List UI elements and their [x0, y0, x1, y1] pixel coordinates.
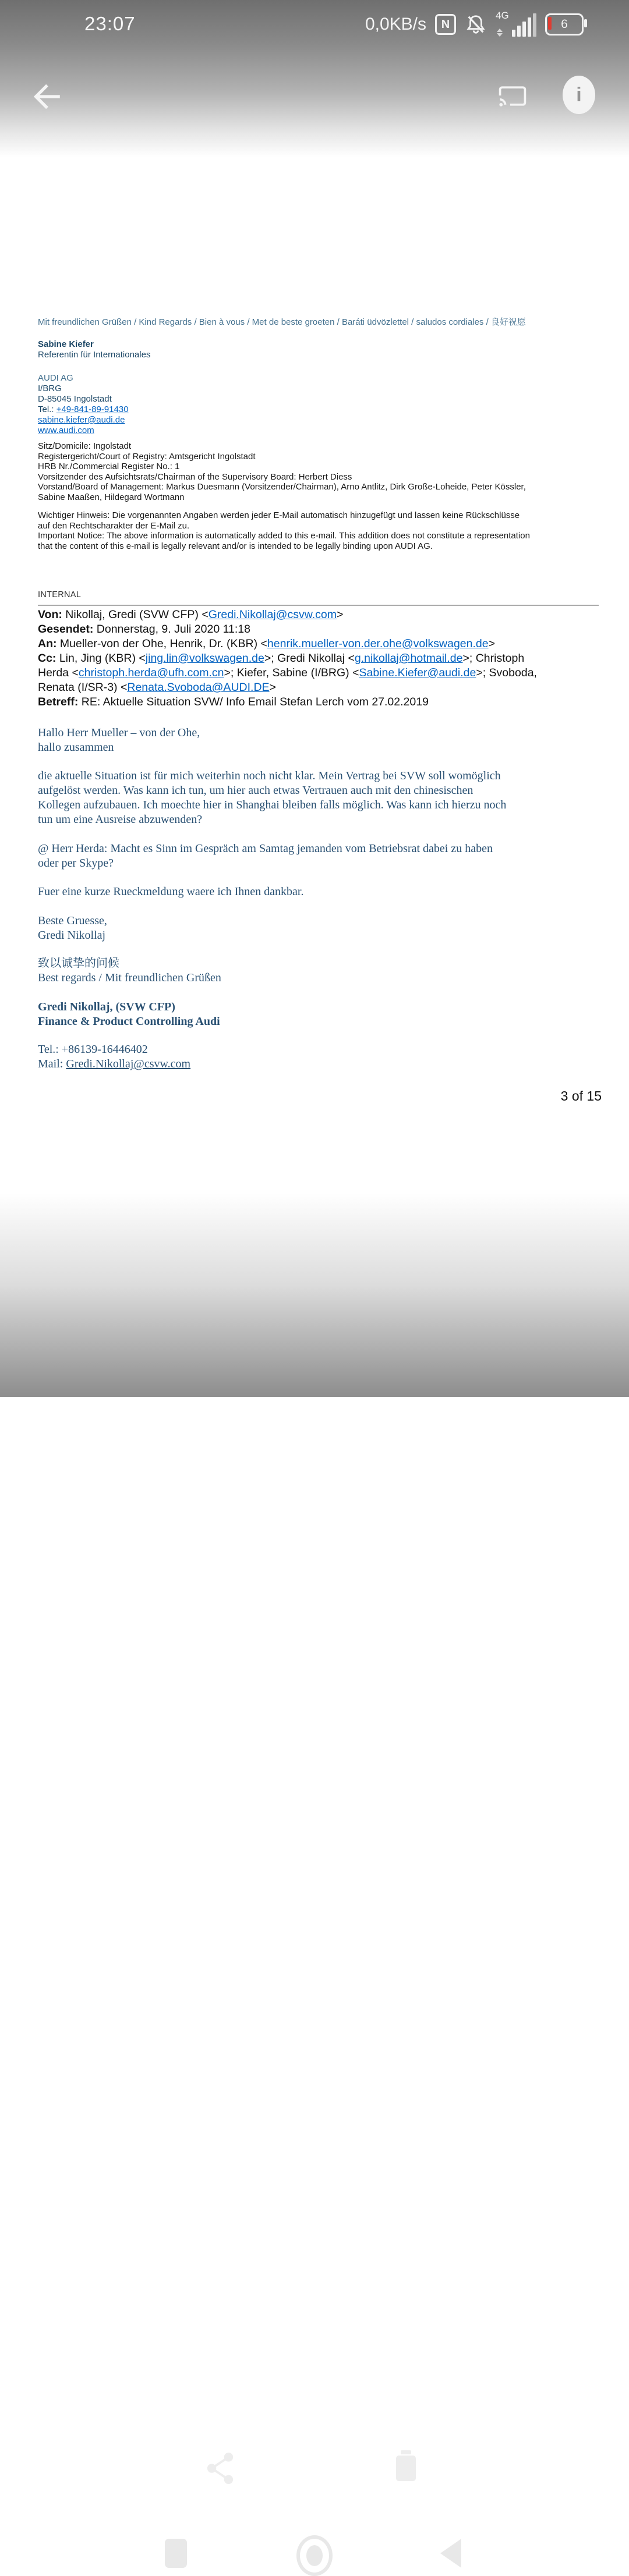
body-paragraph-3: Fuer eine kurze Rueckmeldung waere ich Ihnen dankbar.	[38, 885, 304, 898]
cc-text: >; Gredi Nikollaj <	[264, 652, 355, 665]
legal-line: Sabine Maaßen, Hildegard Wortmann	[38, 492, 185, 502]
body-line: Hallo Herr Mueller – von der Ohe,	[38, 726, 200, 739]
internal-label: INTERNAL	[38, 590, 82, 599]
bottom-scrim	[0, 1193, 629, 1397]
battery-percent: 6	[561, 17, 568, 31]
betreff-label: Betreff:	[38, 696, 79, 708]
legal-line: HRB Nr./Commercial Register No.: 1	[38, 462, 180, 471]
company-name: AUDI AG	[38, 373, 73, 383]
an-value: Mueller-von der Ohe, Henrik, Dr. (KBR) <	[56, 637, 267, 650]
data-activity-arrows	[497, 29, 503, 37]
battery-cap	[584, 19, 587, 27]
body-line: die aktuelle Situation ist für mich weiterhin noch nicht klar. Mein Vertrag bei SVW soll womöglich	[38, 769, 501, 782]
von-close: >	[337, 608, 344, 621]
battery-low-fill	[548, 17, 552, 30]
body-line: Gredi Nikollaj	[38, 929, 106, 942]
company-address: D-85045 Ingolstadt	[38, 394, 112, 404]
body-paragraph-1	[38, 769, 614, 827]
signature-dept: Finance & Product Controlling Audi	[38, 1015, 220, 1028]
nfc-letter: N	[441, 17, 450, 31]
body-line: hallo zusammen	[38, 741, 114, 754]
cc-email-link[interactable]: jing.lin@volkswagen.de	[145, 652, 264, 665]
cc-text: Herda <	[38, 666, 79, 679]
notice-line: Important Notice: The above information is automatically added to this e-mail. This addition does not constitute a representation	[38, 531, 530, 541]
an-close: >	[488, 637, 495, 650]
cc-text: >; Kiefer, Sabine (I/BRG) <	[224, 666, 359, 679]
header-von	[38, 608, 614, 622]
nav-recents-button[interactable]	[165, 2539, 187, 2568]
header-cc-line2	[38, 666, 614, 680]
page-indicator: 3 of 15	[560, 1088, 602, 1104]
share-icon	[205, 2451, 235, 2485]
share-button[interactable]	[205, 2451, 235, 2485]
sender-block	[38, 339, 614, 360]
status-icons	[365, 12, 584, 37]
status-time: 23:07	[84, 13, 136, 34]
regards-intl: Best regards / Mit freundlichen Grüßen	[38, 971, 221, 984]
network-speed: 0,0KB/s	[365, 15, 426, 34]
body-signature	[38, 1000, 614, 1029]
cc-email-link[interactable]: christoph.herda@ufh.com.cn	[78, 666, 224, 679]
back-button[interactable]	[29, 80, 62, 113]
von-label: Von:	[38, 608, 62, 621]
header-an	[38, 637, 614, 651]
signal-bars	[512, 13, 536, 37]
internal-divider	[38, 605, 599, 606]
body-salutation	[38, 726, 614, 755]
an-label: An:	[38, 637, 57, 650]
von-value: Nikollaj, Gredi (SVW CFP) <	[62, 608, 209, 621]
signature-name: Gredi Nikollaj, (SVW CFP)	[38, 1000, 175, 1013]
mail-label: Mail:	[38, 1058, 66, 1070]
legal-line: Vorstand/Board of Management: Markus Duesmann (Vorsitzender/Chairman), Arno Antlitz, Dirk Große-Loheide, Peter Kössler,	[38, 482, 526, 492]
signal-strength-icon	[496, 11, 536, 38]
body-line: tun um eine Ausreise abzuwenden?	[38, 813, 203, 826]
email-headers	[38, 608, 614, 709]
cast-button[interactable]	[496, 83, 529, 109]
cast-icon	[496, 83, 529, 109]
sender-title: Referentin für Internationales	[38, 350, 151, 360]
nfc-icon	[435, 14, 456, 35]
network-type-label: 4G	[496, 10, 509, 21]
company-dept: I/BRG	[38, 384, 62, 393]
tel-link[interactable]: +49-841-89-91430	[56, 405, 129, 414]
legal-line: Vorsitzender des Aufsichtsrats/Chairman of the Supervisory Board: Herbert Diess	[38, 471, 352, 482]
battery-icon	[545, 13, 584, 36]
signature-greeting: Mit freundlichen Grüßen / Kind Regards / Bien à vous / Met de beste groeten / Baráti üdvözlettel / saludos cordiales / 良好祝愿	[38, 317, 526, 327]
signature-mail-link[interactable]: Gredi.Nikollaj@csvw.com	[66, 1058, 191, 1070]
body-closing	[38, 914, 614, 943]
von-email-link[interactable]: Gredi.Nikollaj@csvw.com	[208, 608, 337, 621]
body-contact	[38, 1042, 614, 1071]
company-tel-line	[38, 405, 614, 415]
cc-text: >; Svoboda,	[476, 666, 537, 679]
cc-text: Renata (I/SR-3) <	[38, 681, 128, 694]
top-scrim	[0, 0, 629, 157]
betreff-value: RE: Aktuelle Situation SVW/ Info Email Stefan Lerch vom 27.02.2019	[78, 696, 429, 708]
nav-home-button[interactable]	[296, 2535, 333, 2576]
cc-text: >	[269, 681, 276, 694]
notice-line: auf den Rechtscharakter der E-Mail zu.	[38, 520, 190, 531]
trash-lid-icon	[401, 2450, 411, 2454]
legal-block	[38, 441, 614, 502]
body-line: Beste Gruesse,	[38, 914, 107, 927]
body-line: aufgelöst werden. Was kann ich tun, um hier auch etwas Vertrauen auch mit den chinesischen	[38, 784, 473, 797]
header-gesendet	[38, 622, 614, 637]
info-icon: i	[576, 83, 582, 106]
website-link[interactable]: www.audi.com	[38, 425, 94, 435]
body-line: oder per Skype?	[38, 857, 114, 870]
sender-name: Sabine Kiefer	[38, 339, 94, 349]
trash-icon	[396, 2456, 416, 2481]
notice-block	[38, 510, 614, 551]
company-email-line	[38, 415, 614, 425]
header-cc-line3	[38, 680, 614, 695]
cc-text: >; Christoph	[462, 652, 525, 665]
company-web-line	[38, 425, 614, 436]
cc-label: Cc:	[38, 652, 56, 665]
signature-mail-line	[38, 1057, 614, 1071]
body-line: Kollegen aufzubauen. Ich moechte hier in Shanghai bleiben falls möglich. Was kann ich hierzu noch	[38, 799, 507, 811]
company-block	[38, 373, 614, 436]
signature-tel: Tel.: +86139-16446402	[38, 1043, 148, 1056]
regards-chinese: 致以诚挚的问候	[38, 957, 119, 970]
cc-email-link[interactable]: g.nikollaj@hotmail.de	[354, 652, 463, 665]
nav-back-button[interactable]	[440, 2539, 461, 2568]
delete-button[interactable]	[393, 2450, 419, 2484]
header-cc-line1	[38, 651, 614, 666]
body-line: @ Herr Herda: Macht es Sinn im Gespräch am Samtag jemanden vom Betriebsrat dabei zu haben	[38, 842, 493, 855]
home-icon	[306, 2545, 323, 2566]
info-button[interactable]	[563, 76, 595, 114]
legal-line: Sitz/Domicile: Ingolstadt	[38, 441, 132, 451]
cc-email-link[interactable]: Sabine.Kiefer@audi.de	[359, 666, 476, 679]
header-betreff	[38, 695, 614, 709]
cc-text: Lin, Jing (KBR) <	[56, 652, 146, 665]
an-email-link[interactable]: henrik.mueller-von.der.ohe@volkswagen.de	[267, 637, 489, 650]
gesendet-value: Donnerstag, 9. Juli 2020 11:18	[93, 623, 250, 636]
body-paragraph-2	[38, 842, 614, 871]
email-link[interactable]: sabine.kiefer@audi.de	[38, 415, 125, 425]
body-regards	[38, 956, 614, 985]
mute-bell-icon	[465, 13, 487, 36]
notice-line: Wichtiger Hinweis: Die vorgenannten Angaben werden jeder E-Mail automatisch hinzugefügt und lassen keine Rückschlüsse	[38, 510, 520, 520]
tel-label: Tel.:	[38, 405, 56, 414]
notice-line: that the content of this e-mail is legally relevant and/or is intended to be legally binding upon AUDI AG.	[38, 541, 433, 551]
cc-email-link[interactable]: Renata.Svoboda@AUDI.DE	[127, 681, 270, 694]
gesendet-label: Gesendet:	[38, 623, 94, 636]
legal-line: Registergericht/Court of Registry: Amtsgericht Ingolstadt	[38, 451, 256, 462]
back-arrow-icon	[29, 80, 62, 113]
